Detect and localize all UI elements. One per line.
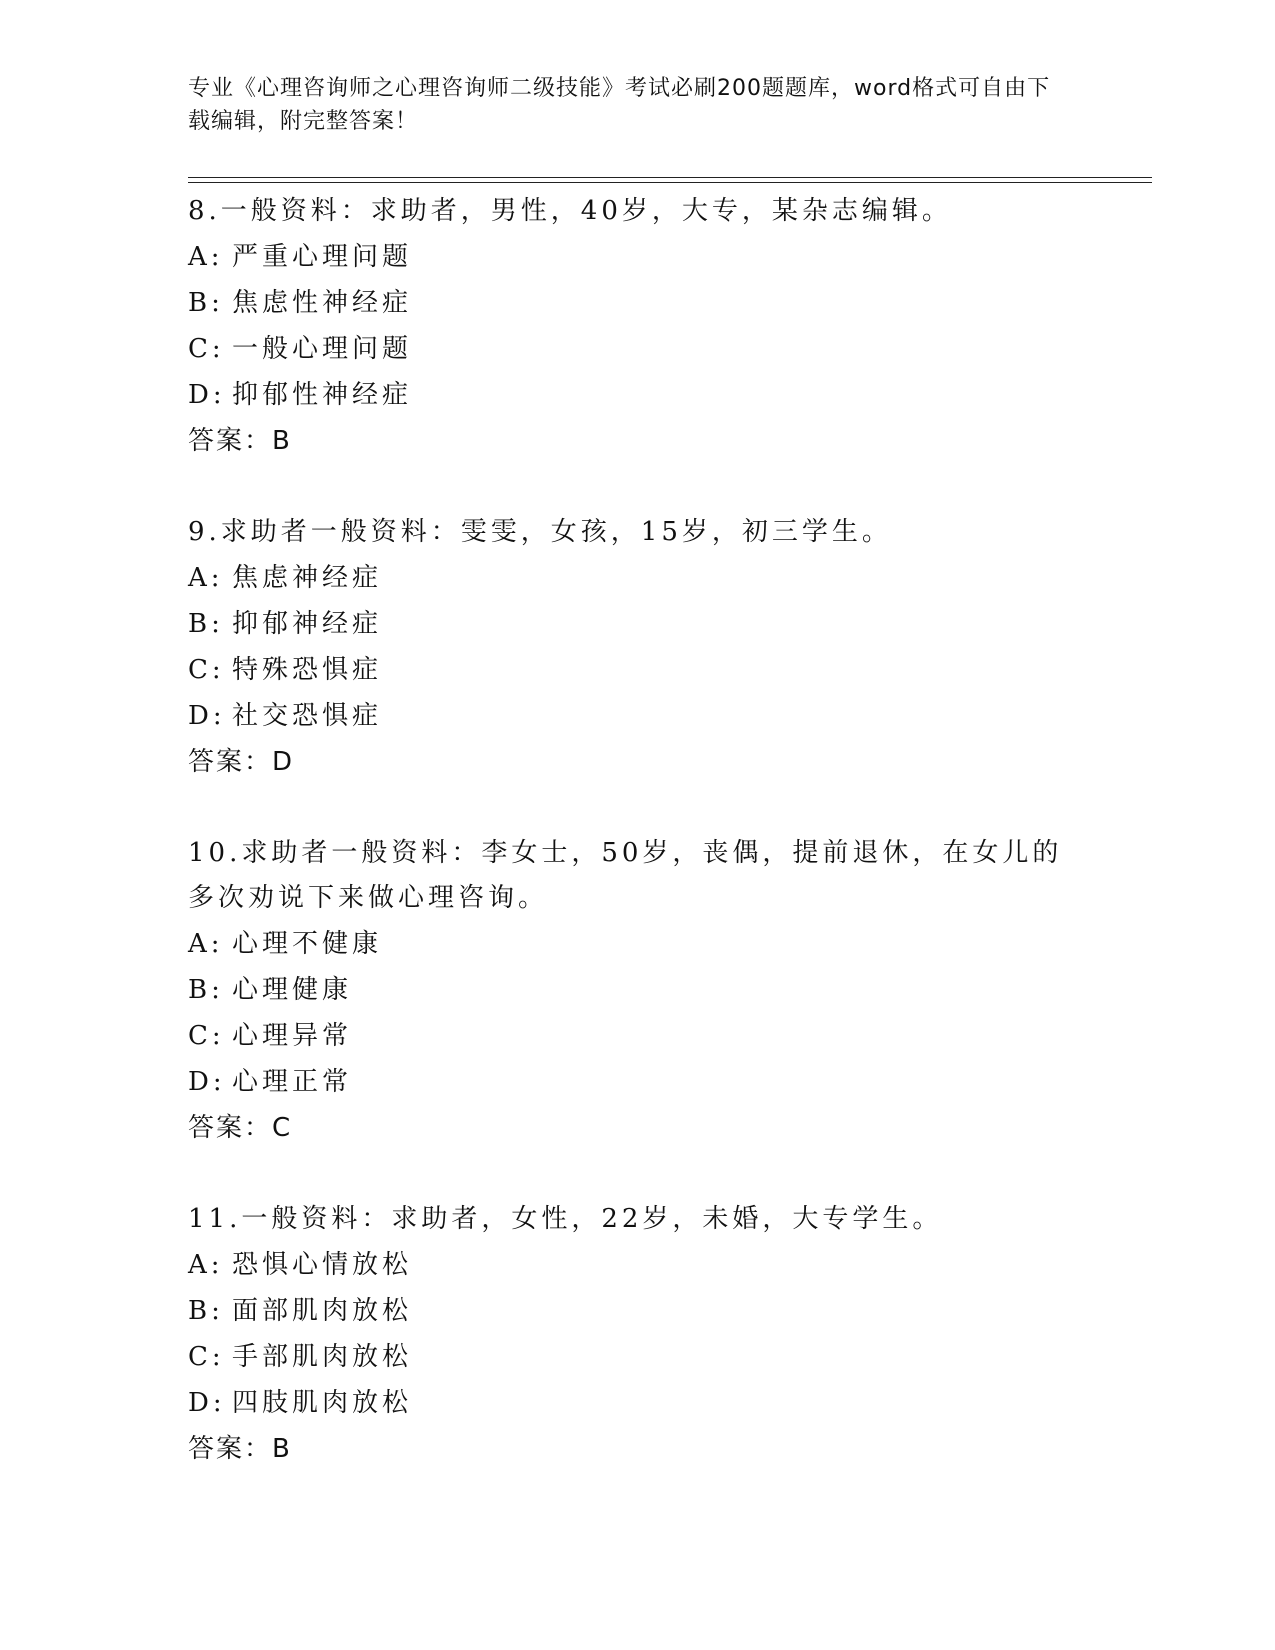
question-stem: 11.一般资料：求助者，女性，22岁，未婚，大专学生。 <box>188 1204 943 1234</box>
option-letter: C: <box>188 1021 225 1051</box>
question-stem: 8.一般资料：求助者，男性，40岁，大专，某杂志编辑。 <box>188 196 952 226</box>
option-a <box>188 555 1088 601</box>
option-text: 面部肌肉放松 <box>232 1296 413 1326</box>
option-letter: C: <box>188 655 225 685</box>
option-text: 心理不健康 <box>232 929 383 959</box>
question-8 <box>188 189 1088 464</box>
option-text: 焦虑性神经症 <box>232 288 413 318</box>
option-letter: A: <box>188 929 224 959</box>
option-letter: D: <box>188 701 226 731</box>
question-stem: 9.求助者一般资料：雯雯，女孩，15岁，初三学生。 <box>188 517 892 547</box>
option-letter: D: <box>188 380 226 410</box>
option-text: 手部肌肉放松 <box>232 1342 413 1372</box>
option-text: 恐惧心情放松 <box>232 1250 413 1280</box>
answer-line: 答案：D <box>188 747 295 777</box>
question-10 <box>188 831 1088 1151</box>
option-letter: B: <box>188 609 224 639</box>
option-letter: D: <box>188 1067 226 1097</box>
option-text: 特殊恐惧症 <box>232 655 383 685</box>
option-letter: D: <box>188 1388 226 1418</box>
answer-line: 答案：B <box>188 1434 292 1464</box>
question-11 <box>188 1197 1088 1472</box>
option-a <box>188 234 1088 280</box>
option-b <box>188 601 1088 647</box>
option-text: 一般心理问题 <box>232 334 413 364</box>
document-header: 专业《心理咨询师之心理咨询师二级技能》考试必刷200题题库，word格式可自由下载编辑，附完整答案！ <box>188 76 1051 134</box>
option-c <box>188 326 1088 372</box>
option-text: 社交恐惧症 <box>232 701 383 731</box>
option-letter: B: <box>188 975 224 1005</box>
option-letter: C: <box>188 1342 225 1372</box>
option-b <box>188 280 1088 326</box>
answer-line: 答案：B <box>188 426 292 456</box>
option-a <box>188 1242 1088 1288</box>
option-letter: C: <box>188 334 225 364</box>
option-letter: B: <box>188 1296 224 1326</box>
header-divider-top <box>188 177 1152 178</box>
header-divider-bottom <box>188 182 1152 183</box>
question-stem: 10.求助者一般资料：李女士，50岁，丧偶，提前退休，在女儿的多次劝说下来做心理咨询。 <box>188 838 1063 913</box>
option-text: 心理正常 <box>232 1067 353 1097</box>
option-text: 心理健康 <box>232 975 353 1005</box>
option-text: 焦虑神经症 <box>232 563 383 593</box>
option-text: 四肢肌肉放松 <box>232 1388 413 1418</box>
option-a <box>188 921 1088 967</box>
option-d <box>188 372 1088 418</box>
option-letter: A: <box>188 242 224 272</box>
option-text: 抑郁神经症 <box>232 609 383 639</box>
option-text: 心理异常 <box>232 1021 353 1051</box>
question-9 <box>188 510 1088 785</box>
option-b <box>188 967 1088 1013</box>
answer-line: 答案：C <box>188 1113 293 1143</box>
option-c <box>188 1013 1088 1059</box>
option-letter: B: <box>188 288 224 318</box>
question-list <box>188 189 1088 1472</box>
option-b <box>188 1288 1088 1334</box>
option-d <box>188 693 1088 739</box>
option-c <box>188 1334 1088 1380</box>
option-text: 严重心理问题 <box>232 242 413 272</box>
option-letter: A: <box>188 563 224 593</box>
option-c <box>188 647 1088 693</box>
option-d <box>188 1059 1088 1105</box>
option-letter: A: <box>188 1250 224 1280</box>
option-d <box>188 1380 1088 1426</box>
option-text: 抑郁性神经症 <box>232 380 413 410</box>
